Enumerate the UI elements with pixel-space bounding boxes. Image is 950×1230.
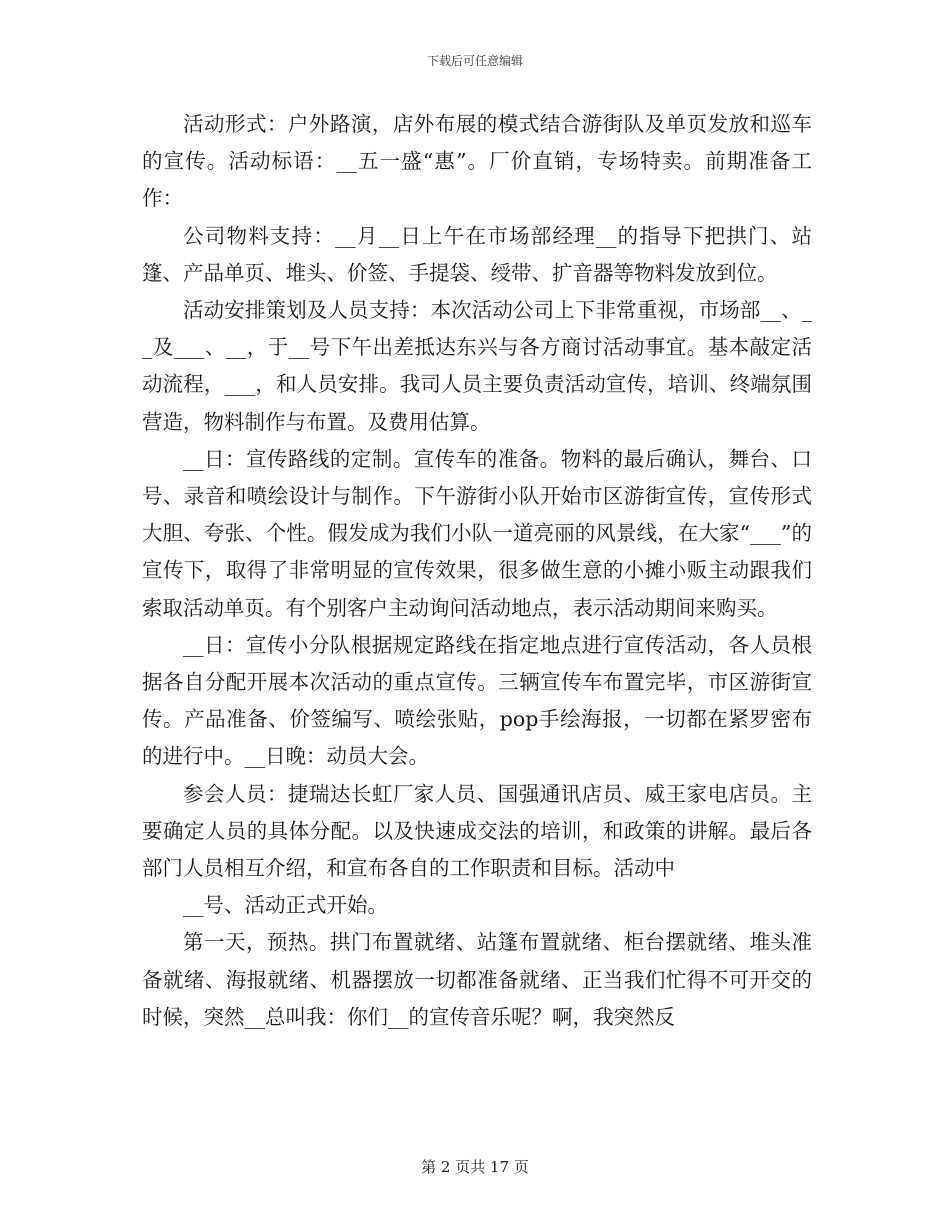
paragraph-activity-start: __号、活动正式开始。 bbox=[183, 893, 388, 918]
paragraph-activity-form: 活动形式：户外路演，店外布展的模式结合游街队及单页发放和巡车的宣传。活动标语：__五一盛“惠”。厂价直销，专场特卖。前期准备工作： bbox=[142, 112, 812, 211]
paragraph-planning-staff: 活动安排策划及人员支持：本次活动公司上下非常重视，市场部__、__及___、__，于__号下午出差抵达东兴与各方商讨活动事宜。基本敲定活动流程，___，和人员安排。我司人员主要负责活动宣传，培训、终端氛围营造，物料制作与布置。及费用估算。 bbox=[142, 298, 812, 434]
page-number-footer: 第 2 页共 17 页 bbox=[421, 1158, 529, 1176]
page-header: 下载后可任意编辑 bbox=[426, 54, 523, 68]
paragraph-first-day: 第一天，预热。拱门布置就绪、站篷布置就绪、柜台摆就绪、堆头准备就绪、海报就绪、机器摆放一切都准备就绪、正当我们忙得不可开交的时候，突然__总叫我：你们__的宣传音乐呢？啊，我突然反 bbox=[142, 930, 812, 1029]
paragraph-day-route: __日：宣传路线的定制。宣传车的准备。物料的最后确认，舞台、口号、录音和喷绘设计与制作。下午游街小队开始市区游街宣传，宣传形式大胆、夸张、个性。假发成为我们小队一道亮丽的风景线，在大家“___”的宣传下，取得了非常明显的宣传效果，很多做生意的小摊小贩主动跟我们索取活动单页。有个别客户主动询问活动地点，表示活动期间来购买。 bbox=[142, 446, 812, 620]
paragraph-company-materials: 公司物料支持：__月__日上午在市场部经理__的指导下把拱门、站篷、产品单页、堆头、价签、手提袋、绶带、扩音器等物料发放到位。 bbox=[142, 223, 812, 285]
document-body bbox=[142, 106, 812, 1036]
paragraph-day-team: __日：宣传小分队根据规定路线在指定地点进行宣传活动，各人员根据各自分配开展本次活动的重点宣传。三辆宣传车布置完毕，市区游街宣传。产品准备、价签编写、喷绘张贴，pop手绘海报，一切都在紧罗密布的进行中。__日晚：动员大会。 bbox=[142, 632, 812, 769]
paragraph-attendees: 参会人员：捷瑞达长虹厂家人员、国强通讯店员、威王家电店员。主要确定人员的具体分配。以及快速成交法的培训，和政策的讲解。最后各部门人员相互介绍，和宣布各自的工作职责和目标。活动中 bbox=[142, 781, 812, 881]
